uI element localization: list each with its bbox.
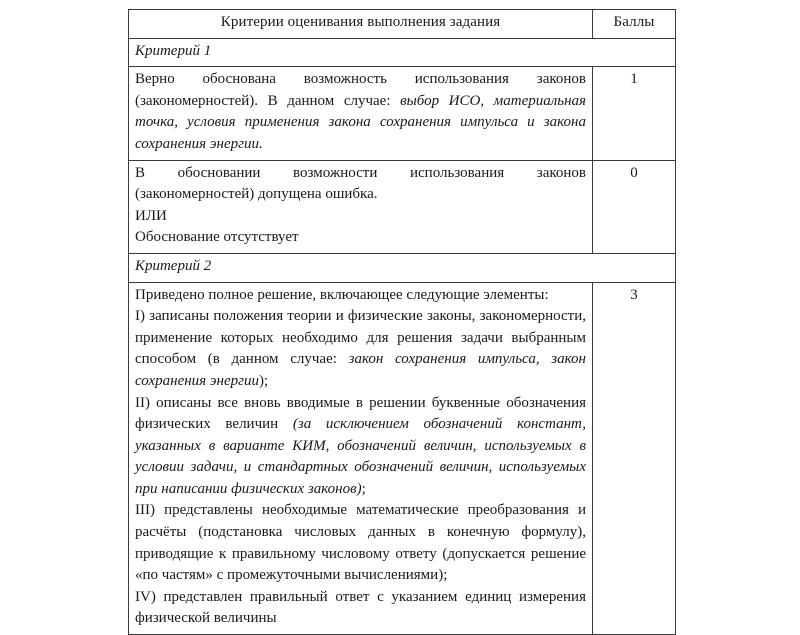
text-run: IV) представлен правильный ответ с указанием единиц измерения физической величины <box>135 588 586 627</box>
text-run: ИЛИ <box>135 207 167 224</box>
criterion-paragraph <box>135 206 586 228</box>
criterion-description-cell <box>129 67 593 160</box>
criterion-paragraph <box>135 587 586 630</box>
grading-criteria-table <box>128 9 676 635</box>
text-run: III) представлены необходимые математические преобразования и расчёты (подстановка числовых данных в конечную формулу), приводящие к правильному числовому ответу (допускается решение «по частям» с промежуточными вычислениями); <box>135 502 586 584</box>
emphasis-text-run: закон сохранения импульса, закон сохранения энергии <box>135 351 586 389</box>
criterion-band-row <box>129 253 676 282</box>
criterion-paragraph <box>135 69 586 155</box>
emphasis-text-run: выбор ИСО, материальная точка, условия применения закона сохранения импульса и закона сохранения энергии. <box>135 92 587 152</box>
criterion-paragraph <box>135 285 586 307</box>
text-run: II) описаны все вновь вводимые в решении буквенные обозначения физических величин <box>135 394 586 433</box>
text-run: Приведено полное решение, включающее следующие элементы: <box>135 286 549 303</box>
text-run: ; <box>361 480 366 497</box>
table-body <box>129 38 676 634</box>
criterion-row <box>129 67 676 160</box>
criterion-description-cell <box>129 282 593 635</box>
criterion-score-value: 1 <box>593 67 676 160</box>
column-header-criteria: Критерии оценивания выполнения задания <box>129 10 593 39</box>
text-run: I) записаны положения теории и физические законы, закономерности, применение которых необходимо для решения задачи выбранным способом (в данном случае: <box>135 308 586 368</box>
column-header-score: Баллы <box>593 10 676 39</box>
criterion-paragraph <box>135 393 586 501</box>
criterion-band-row <box>129 38 676 67</box>
criterion-row <box>129 282 676 635</box>
criterion-row <box>129 160 676 253</box>
criterion-band-label: Критерий 1 <box>129 38 676 67</box>
text-run: ); <box>258 372 269 389</box>
criterion-paragraph <box>135 163 586 206</box>
criterion-paragraph <box>135 500 586 586</box>
criterion-paragraph <box>135 227 586 249</box>
criterion-score-value: 3 <box>593 282 676 635</box>
criterion-paragraph <box>135 306 586 392</box>
criterion-description-cell <box>129 160 593 253</box>
emphasis-text-run: (за исключением обозначений констант, указанных в варианте КИМ, обозначений величин, используемых в условии задачи, и стандартных обозначений величин, используемых при написании физических законов) <box>135 416 586 497</box>
table-header-row <box>129 10 676 39</box>
criterion-band-label: Критерий 2 <box>129 253 676 282</box>
text-run: В обосновании возможности использования законов (закономерностей) допущена ошибка. <box>135 164 586 203</box>
text-run: Верно обоснована возможность использования законов (закономерностей). В данном случае: <box>135 71 586 109</box>
text-run: Обоснование отсутствует <box>135 229 299 246</box>
criterion-score-value: 0 <box>593 160 676 253</box>
table-header <box>129 10 676 39</box>
